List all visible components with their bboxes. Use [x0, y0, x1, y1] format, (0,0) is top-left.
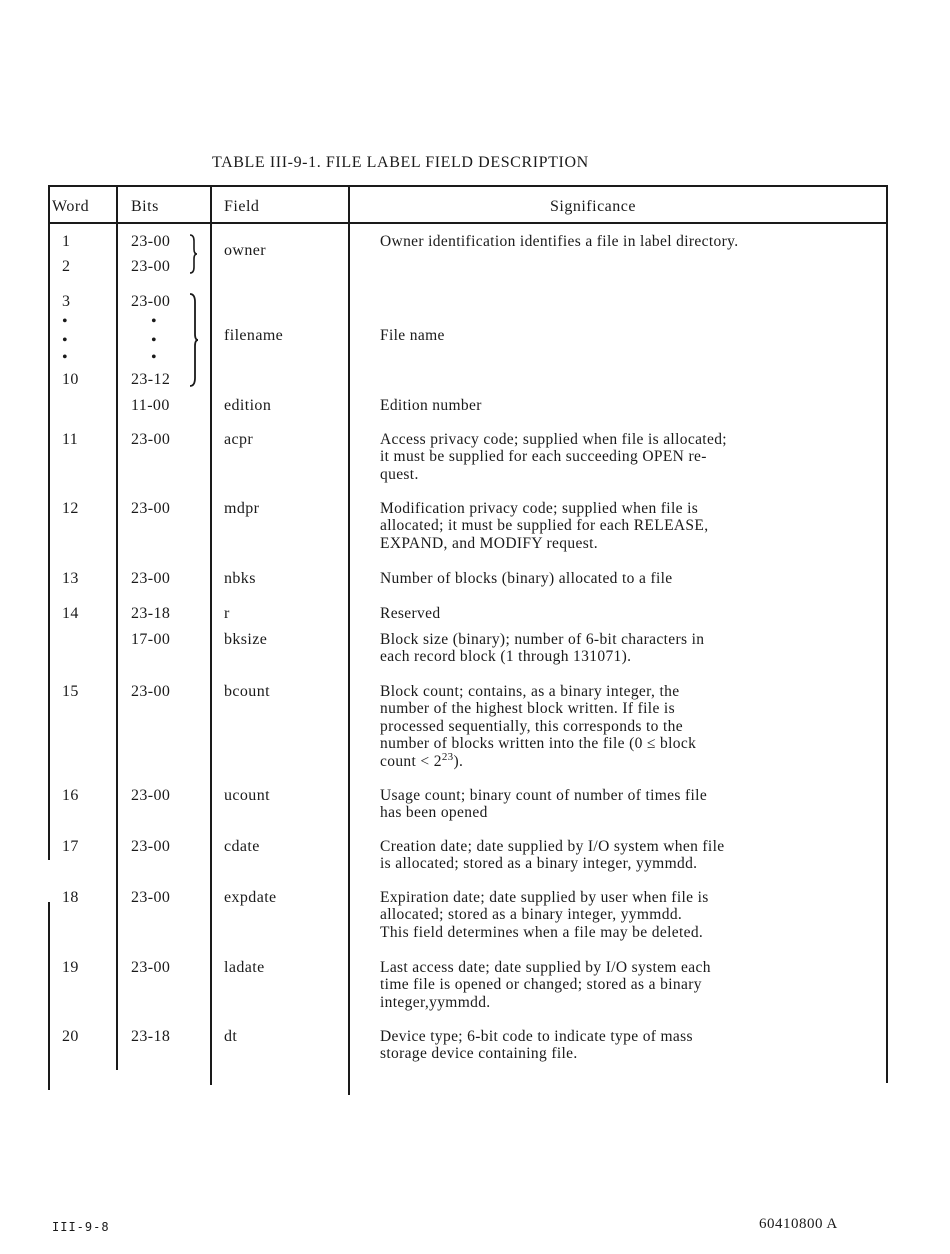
field-cell: filename	[224, 327, 284, 344]
field-cell: bksize	[224, 631, 268, 648]
top-border	[48, 185, 888, 187]
bits-cell: 23-00	[131, 838, 171, 855]
field-cell: r	[224, 605, 230, 622]
header-bits: Bits	[131, 198, 159, 215]
field-cell: acpr	[224, 431, 254, 448]
brace-owner	[186, 233, 202, 275]
word-cell: 3	[62, 293, 71, 310]
bits-cell: 23-00	[131, 258, 171, 275]
field-cell: cdate	[224, 838, 260, 855]
significance-cell: Device type; 6-bit code to indicate type of mass storage device containing file.	[380, 1028, 693, 1063]
bits-cell: 23-00	[131, 431, 171, 448]
bits-cell: 23-00	[131, 500, 171, 517]
word-cell: 13	[62, 570, 79, 587]
significance-cell: Block count; contains, as a binary integer, the number of the highest block written. If file is processed sequentially, this corresponds to the number of blocks written into the file (0 ≤ block count < $2^{23}$).	[380, 683, 697, 770]
word-cell: 2	[62, 258, 71, 275]
document-number: 60410800 A	[759, 1216, 838, 1232]
ellipsis-dot: •	[151, 313, 157, 330]
left-border	[48, 185, 50, 860]
bits-column-rule	[116, 185, 118, 1070]
word-cell: 12	[62, 500, 79, 517]
significance-cell: Expiration date; date supplied by user when file is allocated; stored as a binary integer, yymmdd. This field determines when a file may be deleted.	[380, 889, 709, 941]
ellipsis-dot: •	[62, 313, 68, 330]
word-cell: 20	[62, 1028, 79, 1045]
bits-cell: 17-00	[131, 631, 171, 648]
significance-cell: File name	[380, 327, 445, 344]
left-border-lower	[48, 902, 50, 1090]
word-cell: 16	[62, 787, 79, 804]
header-divider	[48, 222, 888, 224]
significance-cell: Edition number	[380, 397, 482, 414]
field-cell: edition	[224, 397, 272, 414]
bits-cell: 23-00	[131, 787, 171, 804]
field-cell: expdate	[224, 889, 277, 906]
significance-cell: Owner identification identifies a file in label directory.	[380, 233, 739, 250]
right-border	[886, 185, 888, 1083]
significance-cell: Reserved	[380, 605, 441, 622]
word-cell: 11	[62, 431, 79, 448]
header-field: Field	[224, 198, 260, 215]
bits-cell: 23-00	[131, 293, 171, 310]
bits-cell: 23-00	[131, 683, 171, 700]
field-cell: ucount	[224, 787, 270, 804]
ellipsis-dot: •	[62, 332, 68, 349]
field-cell: mdpr	[224, 500, 260, 517]
significance-column-rule	[348, 185, 350, 1095]
field-cell: nbks	[224, 570, 256, 587]
word-cell: 17	[62, 838, 79, 855]
field-cell: dt	[224, 1028, 238, 1045]
bits-cell: 23-00	[131, 570, 171, 587]
ellipsis-dot: •	[151, 332, 157, 349]
word-cell: 14	[62, 605, 79, 622]
significance-cell: Modification privacy code; supplied when file is allocated; it must be supplied for each RELEASE, EXPAND, and MODIFY request.	[380, 500, 709, 552]
bits-cell: 23-18	[131, 605, 171, 622]
word-cell: 19	[62, 959, 79, 976]
brace-filename	[186, 292, 202, 388]
field-cell: owner	[224, 242, 266, 259]
significance-cell: Last access date; date supplied by I/O system each time file is opened or changed; stored as a binary integer,yymmdd.	[380, 959, 711, 1011]
word-cell: 18	[62, 889, 79, 906]
bits-cell: 23-18	[131, 1028, 171, 1045]
word-cell: 10	[62, 371, 79, 388]
page-number: III-9-8	[52, 1220, 110, 1234]
bits-cell: 23-00	[131, 889, 171, 906]
table-title: TABLE III-9-1. FILE LABEL FIELD DESCRIPTION	[212, 154, 589, 171]
bits-cell: 11-00	[131, 397, 170, 414]
field-cell: ladate	[224, 959, 265, 976]
significance-cell: Creation date; date supplied by I/O system when file is allocated; stored as a binary integer, yymmdd.	[380, 838, 725, 873]
significance-cell: Access privacy code; supplied when file is allocated; it must be supplied for each succeeding OPEN re- quest.	[380, 431, 727, 483]
significance-cell: Usage count; binary count of number of times file has been opened	[380, 787, 708, 822]
significance-cell: Block size (binary); number of 6-bit characters in each record block (1 through 131071).	[380, 631, 705, 666]
word-cell: 15	[62, 683, 79, 700]
bits-cell: 23-12	[131, 371, 171, 388]
field-column-rule	[210, 185, 212, 1085]
field-cell: bcount	[224, 683, 270, 700]
header-significance: Significance	[550, 198, 636, 215]
word-cell: 1	[62, 233, 71, 250]
ellipsis-dot: •	[62, 349, 68, 366]
bits-cell: 23-00	[131, 233, 171, 250]
header-word: Word	[52, 198, 90, 215]
ellipsis-dot: •	[151, 349, 157, 366]
significance-cell: Number of blocks (binary) allocated to a file	[380, 570, 673, 587]
bits-cell: 23-00	[131, 959, 171, 976]
